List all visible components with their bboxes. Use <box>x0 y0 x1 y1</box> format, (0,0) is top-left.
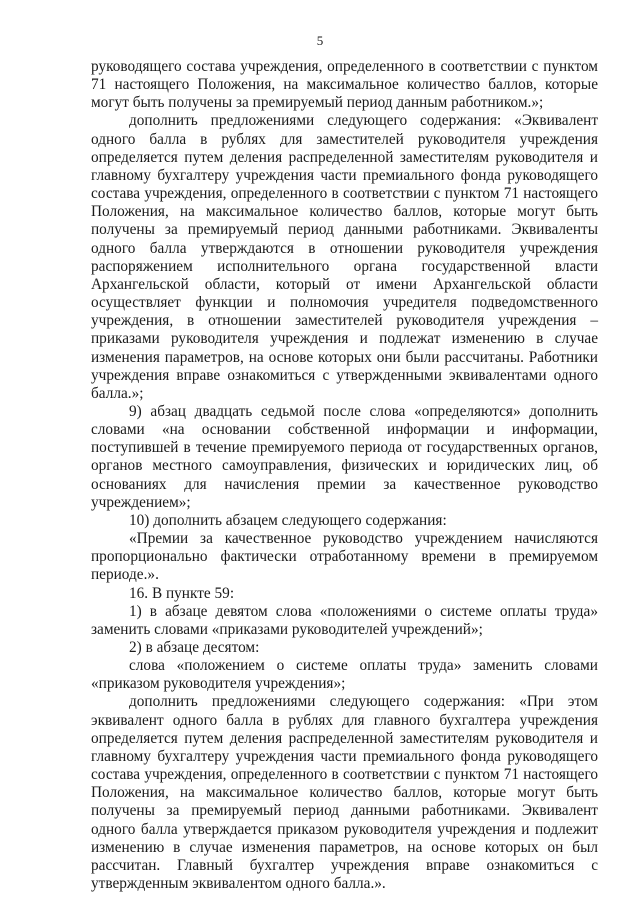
page-number: 5 <box>316 33 324 48</box>
paragraph-4: 10) дополнить абзацем следующего содержания: <box>129 511 447 529</box>
paragraph-2: дополнить предложениями следующего содержания: «Эквивалент одного балла в рублях для заместителей руководителя учреждения определяется путем деления распределенной заместителям руководителя и главному бухгалтеру учреждения части премиального фонда руководящего состава учреждения, определенного в соответствии с пунктом 71 настоящего Положения, на максимальное количество баллов, которые могут быть получены за премируемый период данными работниками. Эквиваленты одного балла утверждаются в отношении руководителя учреждения распоряжением исполнительного органа государственной власти Архангельской области, который от имени Архангельской области осуществляет функции и полномочия учредителя подведомственного учреждения, в отношении заместителей руководителя учреждения – приказами руководителя учреждения и подлежат изменению в случае изменения параметров, на основе которых они были рассчитаны. Работники учреждения вправе ознакомиться с утвержденными эквивалентами одного балла.»; <box>91 112 598 402</box>
paragraph-1: руководящего состава учреждения, определенного в соответствии с пунктом 71 настоящего Положения, на максимальное количество баллов, которые могут быть получены за премируемый период данным работником.»; <box>91 58 598 112</box>
paragraph-7: 1) в абзаце девятом слова «положениями о системе оплаты труда» заменить словами «приказами руководителей учреждений»; <box>91 602 598 638</box>
paragraph-5: «Премии за качественное руководство учреждением начисляются пропорционально фактически отработанному времени в премируемом периоде.». <box>91 530 598 584</box>
paragraph-10: дополнить предложениями следующего содержания: «При этом эквивалент одного балла в рублях для главного бухгалтера учреждения определяется путем деления распределенной заместителям руководителя и главному бухгалтеру учреждения части премиального фонда руководящего состава учреждения, определенного в соответствии с пунктом 71 настоящего Положения, на максимальное количество баллов, которые могут быть получены за премируемый период данными работниками. Эквивалент одного балла утверждается приказом руководителя учреждения и подлежит изменению в случае изменения параметров, на основе которых он был рассчитан. Главный бухгалтер учреждения вправе ознакомиться с утвержденным эквивалентом одного балла.». <box>91 693 598 893</box>
document-body <box>91 58 598 893</box>
paragraph-9: слова «положением о системе оплаты труда» заменить словами «приказом руководителя учреждения»; <box>91 657 598 693</box>
paragraph-3: 9) абзац двадцать седьмой после слова «определяются» дополнить словами «на основании собственной информации и информации, поступившей в течение премируемого периода от государственных органов, органов местного самоуправления, физических и юридических лиц, об основаниях для начисления премии за качественное руководство учреждением»; <box>91 402 598 511</box>
paragraph-8: 2) в абзаце десятом: <box>129 639 260 656</box>
paragraph-6: 16. В пункте 59: <box>129 584 235 602</box>
